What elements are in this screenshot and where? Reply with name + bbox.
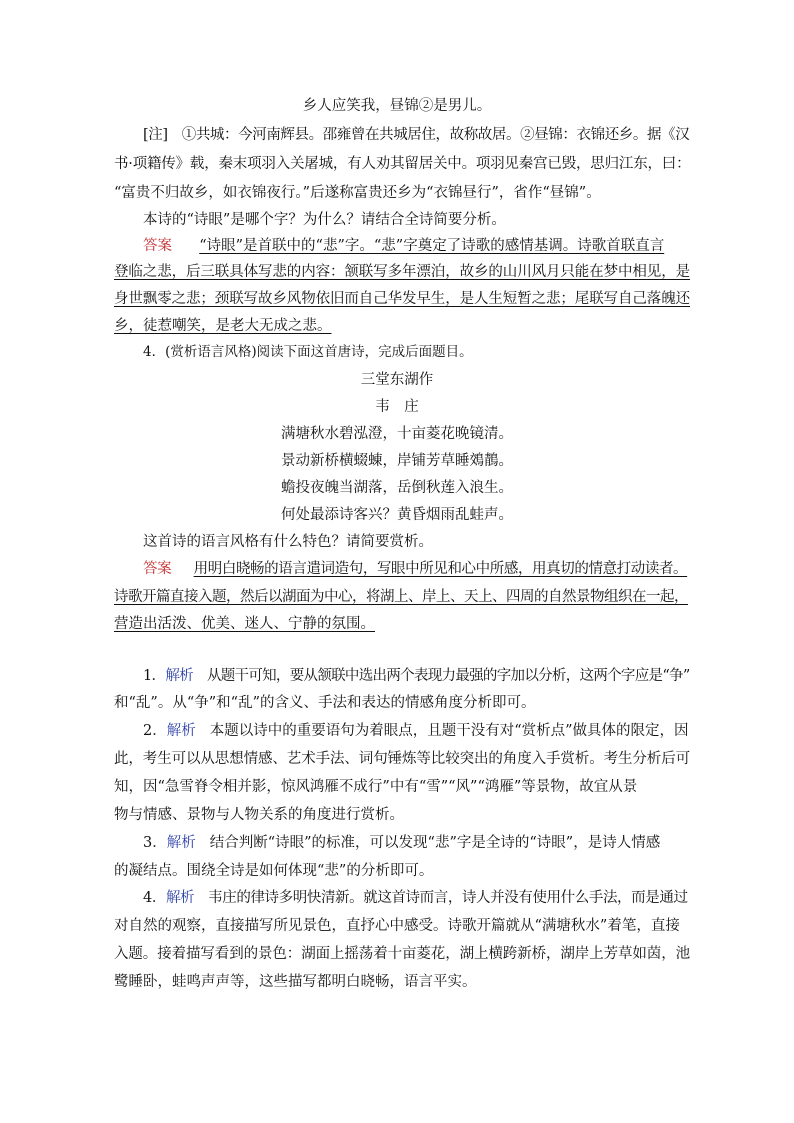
explanation-line: 鹭睡卧，蛙鸣声声等，这些描写都明白晓畅，语言平实。 [114,974,477,990]
poem-author: 韦 庄 [375,399,419,415]
note-line: 书·项籍传》载，秦末项羽入关屠城，有人劝其留居关中。项羽见秦宫已毁，思归江东，曰： [114,156,691,172]
note-line: [注] ①共城：今河南辉县。邵雍曾在共城居住，故称故居。②昼锦：衣锦还乡。据《汉 [143,127,690,143]
explanation-line: 的凝结点。围绕全诗是如何体现“悲”的分析即可。 [114,863,434,879]
answer-line: 乡，徒惹嘲笑，是老大无成之悲。 [114,318,332,334]
explanation-line: 物与情感、景物与人物关系的角度进行赏析。 [114,807,404,823]
answer-line: 身世飘零之悲；颈联写故乡风物依旧而自己华发早生，是人生短暂之悲；尾联写自己落魄还 [114,291,690,307]
answer-label: 答案 [143,561,172,577]
explanation-number: 3． [143,835,167,851]
poem-line: 蟾投夜魄当湖落，岳倒秋莲入浪生。 [281,480,513,496]
explanation-label: 解析 [165,668,193,684]
explanation-line: 知，因“急雪脊令相并影，惊风鸿雁不成行”中有“雪”“风”“鸿雁”等景物，故宜从景 [114,779,638,795]
answer-line: “诗眼”是首联中的“悲”字。“悲”字奠定了诗歌的感情基调。诗歌首联直言 [199,238,665,254]
explanation-line: 本题以诗中的重要语句为着眼点，且题干没有对“赏析点”做具体的限定，因 [209,723,689,739]
explanation-label: 解析 [166,723,196,739]
explanation-line: 入题。接着描写看到的景色：湖面上摇荡着十亩菱花，湖上横跨新桥，湖岸上芳草如茵，池 [114,946,690,962]
explanation-number: 2． [143,723,167,739]
explanation-number: 4． [143,890,166,906]
q4-intro: 4．(赏析语言风格)阅读下面这首唐诗，完成后面题目。 [143,344,473,360]
note-line: “富贵不归故乡，如衣锦夜行。”后遂称富贵还乡为“衣锦昼行”，省作“昼锦”。 [114,185,601,201]
top-verse: 乡人应笑我，昼锦②是男儿。 [302,98,492,114]
explanation-line: 韦庄的律诗多明快清新。就这首诗而言，诗人并没有使用什么手法，而是通过 [208,890,688,906]
poem-line: 何处最添诗客兴？黄昏烟雨乱蛙声。 [281,507,513,523]
q4-question: 这首诗的语言风格有什么特色？请简要赏析。 [143,534,433,550]
explanation-line: 结合判断“诗眼”的标准，可以发现“悲”字是全诗的“诗眼”，是诗人情感 [209,835,661,851]
q3-question: 本诗的“诗眼”是哪个字？为什么？请结合全诗简要分析。 [143,212,506,228]
explanation-line: 从题干可知，要从颔联中选出两个表现力最强的字加以分析，这两个字应是“争” [206,668,690,684]
explanation-line: 对自然的观察，直接描写所见景色，直抒心中感受。诗歌开篇就从“满塘秋水”着笔，直接 [114,918,680,934]
answer-line: 登临之悲，后三联具体写悲的内容：颔联写多年漂泊，故乡的山川风月只能在梦中相见，是 [114,264,690,280]
poem-line: 满塘秋水碧泓澄，十亩菱花晚镜清。 [281,426,513,442]
poem-title: 三堂东湖作 [360,372,434,388]
answer-line: 营造出活泼、优美、迷人、宁静的氛围。 [114,616,375,632]
explanation-line: 和“乱”。从“争”和“乱”的含义、手法和表达的情感角度分析即可。 [114,695,536,711]
answer-line: 用明白晓畅的语言遣词造句，写眼中所见和心中所感，用真切的情意打动读者。 [193,561,688,577]
poem-line: 景动新桥横蝃蝀，岸铺芳草睡鵁鶄。 [281,453,513,469]
answer-label: 答案 [143,238,172,254]
explanation-label: 解析 [166,835,196,851]
explanation-label: 解析 [165,890,195,906]
explanation-line: 此，考生可以从思想情感、艺术手法、词句锤炼等比较突出的角度入手赏析。考生分析后可 [114,751,690,767]
explanation-number: 1． [143,668,166,684]
answer-line: 诗歌开篇直接入题，然后以湖面为中心，将湖上、岸上、天上、四周的自然景物组织在一起， [114,589,688,605]
